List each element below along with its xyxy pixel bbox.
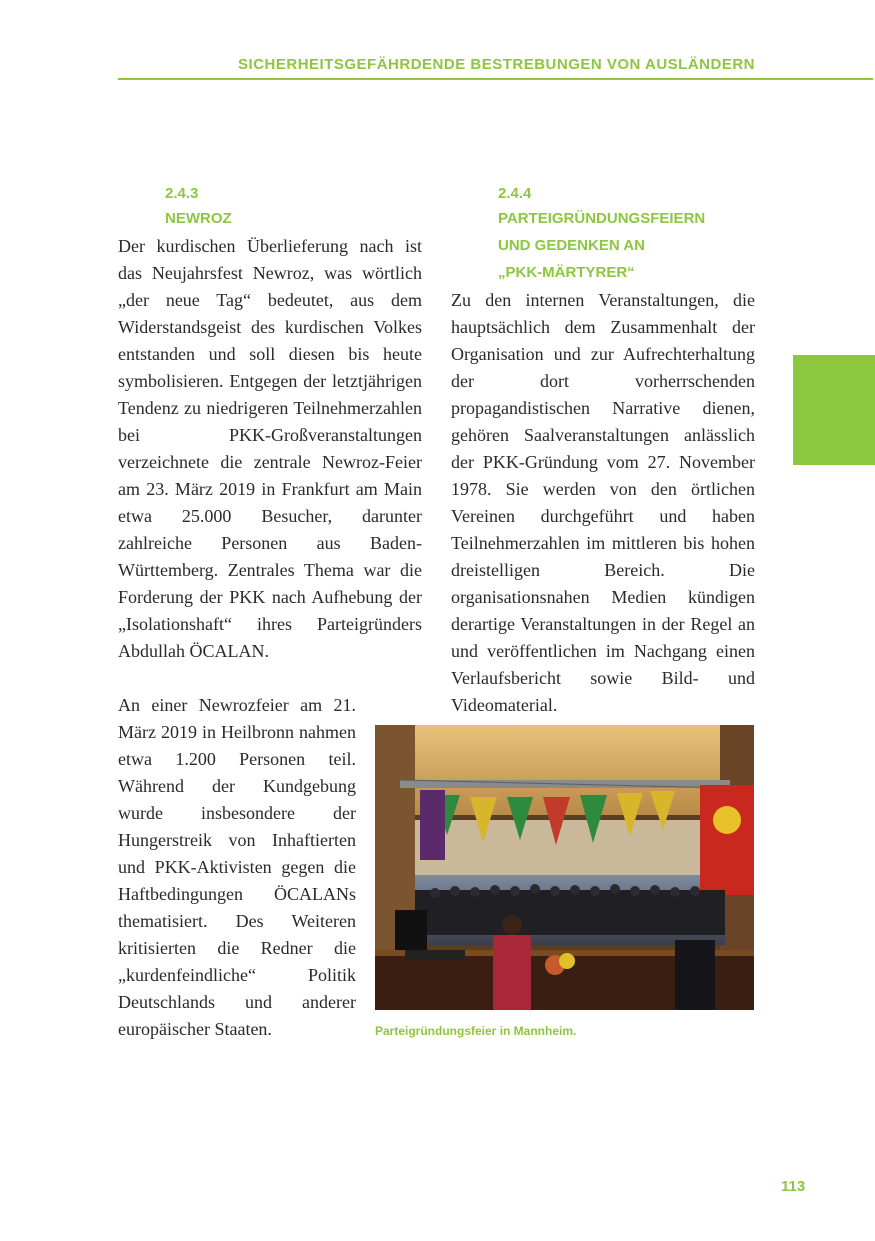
event-photo [375,725,754,1010]
header-title: SICHERHEITSGEFÄHRDENDE BESTREBUNGEN VON AUSLÄNDERN [238,56,755,73]
chapter-tab-marker [793,355,875,465]
page-number: 113 [781,1178,806,1195]
running-header [118,56,873,80]
section-title-line-2: UND GEDENKEN AN [498,237,645,254]
section-title-line-1: PARTEIGRÜNDUNGSFEIERN [498,210,706,227]
section-number-244: 2.4.4 [498,185,532,202]
section-number-243: 2.4.3 [165,185,199,202]
photo-caption: Parteigründungsfeier in Mannheim. [375,1024,577,1038]
newroz-paragraph-1: Der kurdischen Überlieferung nach ist das Neujahrsfest Newroz, was wörtlich „der neue Tag“ bedeutet, aus dem Widerstandsgeist des kurdischen Volkes entstanden und soll diesen bis heute symbolisieren. Entgegen der letztjährigen Tendenz zu niedrigeren Teilnehmerzahlen bei PKK-Großveranstaltungen verzeichnete die zentrale Newroz-Feier am 23. März 2019 in Frankfurt am Main etwa 25.000 Besucher, darunter zahlreiche Personen aus Baden-Württemberg. Zentrales Thema war die Forderung der PKK nach Aufhebung der „Isolationshaft“ ihres Parteigründers Abdullah ÖCALAN. [118,236,422,661]
section-title-line-3: „PKK-MÄRTYRER“ [498,264,635,281]
section-title-newroz: NEWROZ [165,210,232,227]
newroz-paragraph-2: An einer Newrozfeier am 21. März 2019 in Heilbronn nahmen etwa 1.200 Personen teil. Während der Kundgebung wurde insbesondere der Hungerstreik von Inhaftierten und PKK-Aktivisten gegen die Haftbedingungen ÖCALANs thematisiert. Des Weiteren kritisierten die Redner die „kurdenfeindliche“ Politik Deutschlands und anderer europäischer Staaten. [118,695,356,1039]
party-founding-paragraph: Zu den internen Veranstaltungen, die hauptsächlich dem Zusammenhalt der Organisation und zur Aufrechterhaltung der dort vorherrschenden propagandistischen Narrative dienen, gehören Saalveranstaltungen anlässlich der PKK-Gründung vom 27. November 1978. Sie werden von den örtlichen Vereinen durchgeführt und haben Teilnehmerzahlen im mittleren bis hohen dreistelligen Bereich. Die organisationsnahen Medien kündigen derartige Veranstaltungen in der Regel an und veröffentlichen im Nachgang einen Verlaufsbericht sowie Bild- und Videomaterial. [451,290,755,715]
